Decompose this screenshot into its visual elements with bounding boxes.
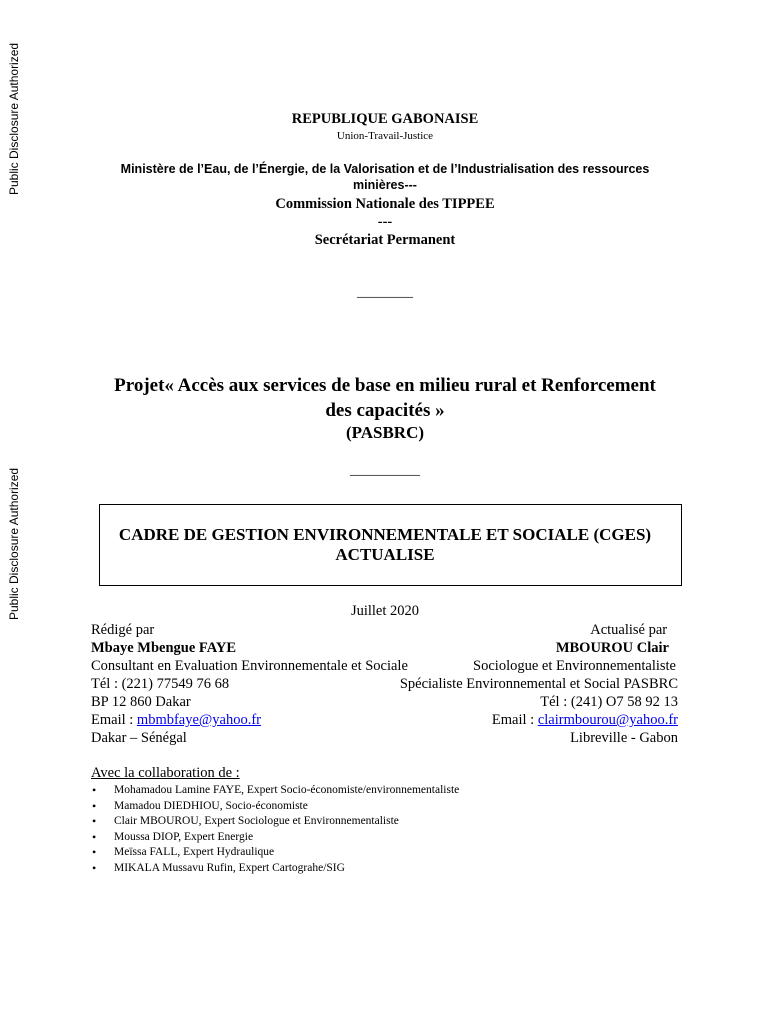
project-separator: __________ [350,463,420,478]
right-author-role-2: Spécialiste Environnemental et Social PASBRC [399,676,678,692]
left-author-name: Mbaye Mbengue FAYE [91,640,236,656]
right-author-role: Sociologue et Environnementaliste [473,658,676,674]
left-author-phone: Tél : (221) 77549 76 68 [91,676,230,692]
header-separator: ________ [357,285,413,300]
left-author-intro: Rédigé par [91,622,155,638]
list-item: • MIKALA Mussavu Rufin, Expert Cartograhe/SIG [92,861,459,877]
ministry-line-1: Ministère de l’Eau, de l’Énergie, de la Valorisation et de l’Industrialisation des ressources [120,162,650,176]
list-item: • Meïssa FALL, Expert Hydraulique [92,845,459,861]
project-acronym: (PASBRC) [345,423,425,442]
country-motto: Union-Travail-Justice [336,130,434,142]
disclosure-label-bottom: Public Disclosure Authorized [7,467,21,620]
right-author-city: Libreville - Gabon [570,730,678,746]
left-author-role: Consultant en Evaluation Environnementale et Sociale [91,658,408,674]
document-date: Juillet 2020 [350,603,420,619]
left-author-email-link[interactable]: mbmbfaye@yahoo.fr [136,712,262,728]
framework-title-line-1: CADRE DE GESTION ENVIRONNEMENTALE ET SOCIALE (CGES) [118,525,652,544]
project-title-line-2: des capacités » [325,400,445,421]
collaboration-list [92,783,459,877]
right-author-email-link[interactable]: clairmbourou@yahoo.fr [537,712,678,728]
right-author-name: MBOUROU Clair [555,640,669,656]
left-author-city: Dakar – Sénégal [91,730,187,746]
left-author-email-line [91,712,261,729]
list-item: • Mohamadou Lamine FAYE, Expert Socio-économiste/environnementaliste [92,783,459,799]
left-author-postal: BP 12 860 Dakar [91,694,191,710]
framework-title-line-2: ACTUALISE [335,545,435,564]
right-author-intro-text: Actualisé par [590,622,668,638]
list-item: • Moussa DIOP, Expert Energie [92,830,459,846]
right-author-intro [378,622,678,639]
secretariat-name: Secrétariat Permanent [314,232,456,248]
ministry-line-2: minières--- [353,178,417,192]
list-item: • Mamadou DIEDHIOU, Socio-économiste [92,799,459,815]
right-author-email-label: Email : [491,712,538,728]
collaboration-heading: Avec la collaboration de : [91,765,240,781]
list-item: • Clair MBOUROU, Expert Sociologue et Environnementaliste [92,814,459,830]
commission-name: Commission Nationale des TIPPEE [275,196,495,212]
project-title-line-1: Projet« Accès aux services de base en milieu rural et Renforcement [114,375,656,396]
left-author-email-label: Email : [91,712,137,728]
disclosure-label-top: Public Disclosure Authorized [7,42,21,195]
country-name: REPUBLIQUE GABONAISE [291,111,479,127]
right-author-phone: Tél : (241) O7 58 92 13 [540,694,678,710]
header-dashes: --- [377,214,393,230]
right-author-email-line [378,712,678,729]
